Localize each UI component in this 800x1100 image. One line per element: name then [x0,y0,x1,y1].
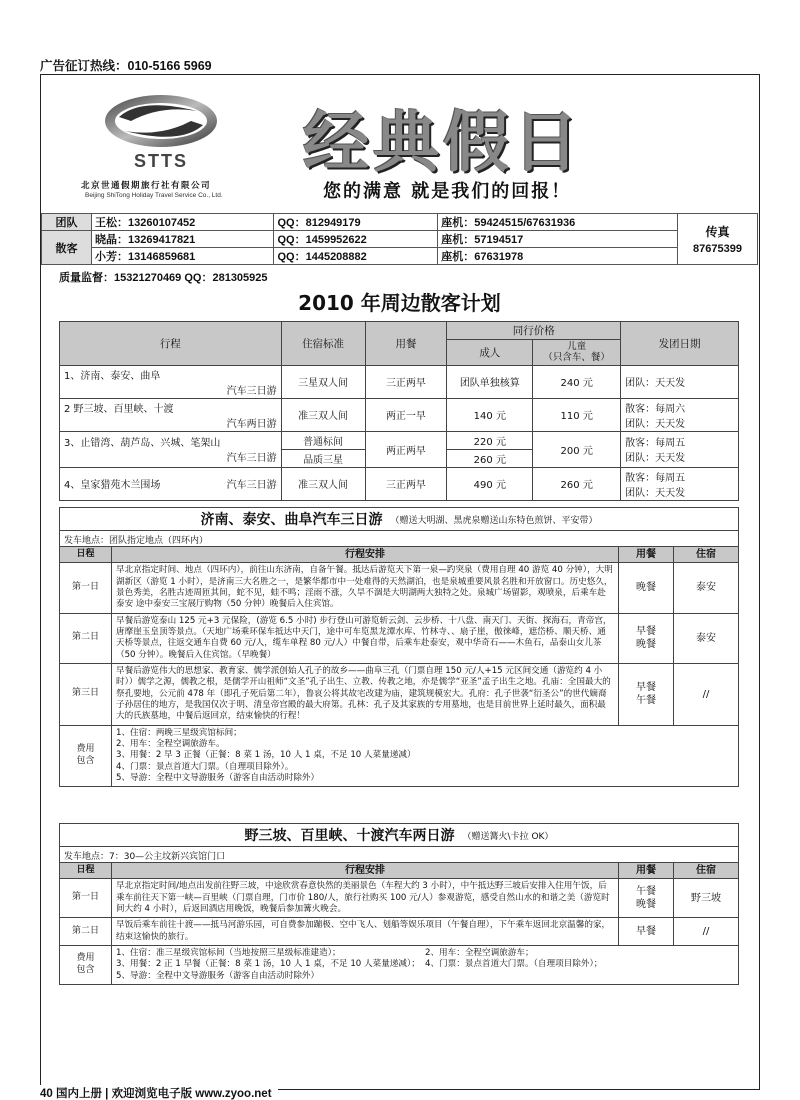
tour-yesanpo-section [59,823,739,985]
brand-title: 经典假日 [303,103,583,181]
summary-row [60,431,739,449]
col-meal: 用餐 [619,863,674,879]
day-stay: 泰安 [674,563,739,613]
depart-location: 发车地点：团队指定地点（四环内） [59,531,739,546]
itinerary-table [59,546,739,787]
contact-row [42,214,758,231]
day-plan: 早饭后乘车前往十渡——抵马河游乐园，可自费参加蹦极、空中飞人、划船等娱乐项目（午餐自理），下午乘车返回北京温馨的家，结束这愉快的旅行。 [112,918,619,946]
col-day: 日程 [60,863,112,879]
fax-number: 87675399 [693,243,742,255]
contact-phone: 座机：57194517 [438,231,678,248]
date-cell: 团队：天天发 [621,365,739,398]
group-label: 团队 [42,214,92,231]
adult-price: 490 元 [447,467,533,500]
route-cell: 2 野三坡、百里峡、十渡 汽车两日游 [60,398,282,431]
day-plan: 早北京指定时间/地点出发前往野三坡，中途欣赏春意快然的美丽景色（车程大约 3 小时），中午抵达野三坡后安排入住用午饭，后乘车前往天下第一峡—百里峡（门票自理，门市价 180/人，旅行社购买 100 元/人）参观游览，感受自然山水的和谐之美（游览时间大约 4 小时），后返回酒店用晚饭，晚餐后参加篝火晚会。 [112,879,619,918]
day-label: 第一日 [60,879,112,918]
day-plan: 早餐后游览伟大的思想家、教育家、儒学派创始人孔子的故乡——曲阜三孔（门票自理 150 元/人+15 元区间交通（游览约 4 小时））儒学之源，儒教之根，是儒学开山祖师“文圣”孔子出生、立教、传教之地，亦是儒学“亚圣”孟子出生之地。孔庙：全国最大的祭孔要地，公元前 478 年（即孔子死后第二年），鲁哀公将其故宅改建为庙，建筑规模宏大。孔府：孔子世袭“衍圣公”的世代嫡裔子孙居住的地方，是我国仅次于明、清皇帝宫殿的最大府第。孔林：孔子及其家族的专用墓地，也是目前世界上延时最久，面积最大的氏族墓地，中餐后返回京，结束愉快的行程！ [112,663,619,725]
contact-row [42,231,758,248]
meal-cell: 三正两早 [365,467,447,500]
company-name-cn: 北京世通假期旅行社有限公司 [81,181,212,191]
fee-item: 2、用车：全程空调旅游车； [425,947,534,958]
page-footer: 40 国内上册 | 欢迎浏览电子版 www.zyoo.net [40,1085,278,1100]
fax-label: 传真 [705,225,730,239]
adult-price: 220 元 [447,431,533,449]
col-adult: 成人 [447,340,533,366]
ad-hotline: 广告征订热线：010-5166 5969 [40,59,212,73]
fee-item: 1、住宿：两晚三星级宾馆标间； [116,727,242,738]
day-meal: 午餐 晚餐 [619,879,674,918]
col-date: 发团日期 [621,322,739,366]
col-route: 行程 [60,322,282,366]
adult-price: 260 元 [447,449,533,467]
meal-cell: 两正一早 [365,398,447,431]
contact-name: 王松：13260107452 [92,214,274,231]
contact-name: 晓晶：13269417821 [92,231,274,248]
col-plan: 行程安排 [112,863,619,879]
fax-cell [678,214,758,265]
adult-price: 140 元 [447,398,533,431]
contact-qq: QQ：1459952622 [274,231,438,248]
fee-item: 3、用餐：2 早 3 正餐（正餐：8 菜 1 汤，10 人 1 桌，不足 10 人菜量递减） [116,750,416,761]
day-stay: // [674,663,739,725]
date-cell: 散客：每周五 团队：天天发 [621,431,739,467]
contact-phone: 座机：59424515/67631936 [438,214,678,231]
hotel-cell: 三星双人间 [281,365,365,398]
col-stay: 住宿 [674,547,739,563]
summary-row [60,467,739,500]
day-label: 第二日 [60,918,112,946]
fee-item: 4、门票：景点首道大门票。（自理项目除外）。 [116,761,294,772]
fee-item: 5、导游：全程中文导游服务（游客自由活动时除外） [116,773,320,784]
fee-item: 2、用车：全程空调旅游车。 [116,739,225,749]
meal-cell: 两正两早 [365,431,447,467]
itinerary-row [60,918,739,946]
fee-list [112,725,739,787]
logo-text: STTS [133,151,188,171]
contact-phone: 座机：67631978 [438,248,678,265]
col-child: 儿童 （只含车、餐） [533,340,621,366]
col-day: 日程 [60,547,112,563]
day-label: 第一日 [60,563,112,613]
summary-row [60,365,739,398]
date-cell: 散客：每周六 团队：天天发 [621,398,739,431]
summary-table [59,321,739,501]
adult-price: 团队单独核算 [447,365,533,398]
fee-label: 费用 包含 [60,945,112,984]
contact-row [42,248,758,265]
child-price: 110 元 [533,398,621,431]
tour-title: 野三坡、百里峡、十渡汽车两日游 （赠送篝火\卡拉 OK） [59,823,739,847]
route-cell: 3、止错湾、葫芦岛、兴城、笔架山 汽车三日游 [60,431,282,467]
header [41,75,758,213]
day-plan: 早北京指定时间、地点（四环内），前往山东济南，自备午餐。抵达后游览天下第一泉—趵突泉（费用自理 40 游览 40 分钟），大明湖新区（游览 1 小时），是济南三大名胜之一，是繁华都市中一处难得的天然湖泊，也是泉城重要风景名胜和开放窗口。历史悠久，景色秀美，名胜古迹周匝其间，蛇不见，蛙不鸣；淫雨不涨，久旱不涸是大明湖两大独特之处。泉城广场留影，观喷泉，后乘车赴泰安 途中泰安三宝展厅购物（50 分钟）晚餐后入住宾馆。 [112,563,619,613]
col-meal: 用餐 [619,547,674,563]
day-meal: 早餐 午餐 [619,663,674,725]
itinerary-row [60,663,739,725]
itinerary-row [60,563,739,613]
fee-row [60,945,739,984]
col-stay: 住宿 [674,863,739,879]
day-label: 第三日 [60,663,112,725]
route-cell: 4、皇家猎苑木兰围场 汽车三日游 [60,467,282,500]
depart-location: 发车地点：7：30—公主坟新兴宾馆门口 [59,847,739,862]
itinerary-table [59,862,739,985]
quality-supervisor: 质量监督：15321270469 QQ：281305925 [59,272,268,284]
individual-label: 散客 [42,231,92,265]
child-price: 200 元 [533,431,621,467]
day-stay: // [674,918,739,946]
contact-name: 小芳：13146859681 [92,248,274,265]
route-cell: 1、济南、泰安、曲阜 汽车三日游 [60,365,282,398]
fee-item: 3、用餐：2 正 1 早餐（正餐：8 菜 1 汤，10 人 1 桌，不足 10 人菜量递减）； [116,959,420,970]
fee-label: 费用 包含 [60,725,112,787]
tour-jinan-section [59,507,739,787]
plan-title: 2010 年周边散客计划 [298,291,501,315]
col-meal: 用餐 [365,322,447,366]
day-meal: 早餐 [619,918,674,946]
brand-slogan: 您的满意 就是我们的回报！ [323,181,572,202]
fee-list [112,945,739,984]
day-meal: 晚餐 [619,563,674,613]
hotel-cell: 准三双人间 [281,398,365,431]
hotel-cell: 准三双人间 [281,467,365,500]
col-plan: 行程安排 [112,547,619,563]
tour-title: 济南、泰安、曲阜汽车三日游 （赠送大明湖、黑虎泉赠送山东特色煎饼、平安带） [59,507,739,531]
fee-item: 1、住宿：准三星级宾馆标间（当地按照三星级标准建造）； [116,947,341,958]
hotel-cell: 品质三星 [281,449,365,467]
fee-item: 4、门票：景点首道大门票。（自理项目除外）； [425,959,603,970]
contact-qq: QQ：812949179 [274,214,438,231]
itinerary-row [60,613,739,663]
col-price: 同行价格 [447,322,621,340]
day-meal: 早餐 晚餐 [619,613,674,663]
fee-item: 5、导游：全程中文导游服务（游客自由活动时除外） [116,970,320,981]
child-price: 240 元 [533,365,621,398]
meal-cell: 三正两早 [365,365,447,398]
contact-qq: QQ：1445208882 [274,248,438,265]
itinerary-row [60,879,739,918]
contact-table [41,213,758,265]
fee-row [60,725,739,787]
summary-row [60,398,739,431]
child-price: 260 元 [533,467,621,500]
date-cell: 散客：每周五 团队：天天发 [621,467,739,500]
day-label: 第二日 [60,613,112,663]
col-hotel: 住宿标准 [281,322,365,366]
day-stay: 泰安 [674,613,739,663]
day-plan: 早餐后游览泰山 125 元+3 元保险，(游览 6.5 小时) 步行登山可游览斩云剑、云步桥、十八盘、南天门、天街、探海石，青帝宫，唐摩崖玉皇顶等景点。（天地广场乘环保车抵达中天门，途中可车览黑龙潭水库、竹林寺、、扇子崖，傲徕峰，遮岱桥、顺天桥、通天桥等景点，往返交通车自费 60 元/人，缆车单程 80 元/人）中餐自带，后乘车赴泰安，观中华奇石——木鱼石，品泰山女儿茶（50 分钟）。晚餐后入住宾馆。（早晚餐） [112,613,619,663]
page-frame [40,74,760,1090]
company-name-en: Beijing ShiTong Holiday Travel Service Co., Ltd. [85,192,223,199]
hotel-cell: 普通标间 [281,431,365,449]
day-stay: 野三坡 [674,879,739,918]
